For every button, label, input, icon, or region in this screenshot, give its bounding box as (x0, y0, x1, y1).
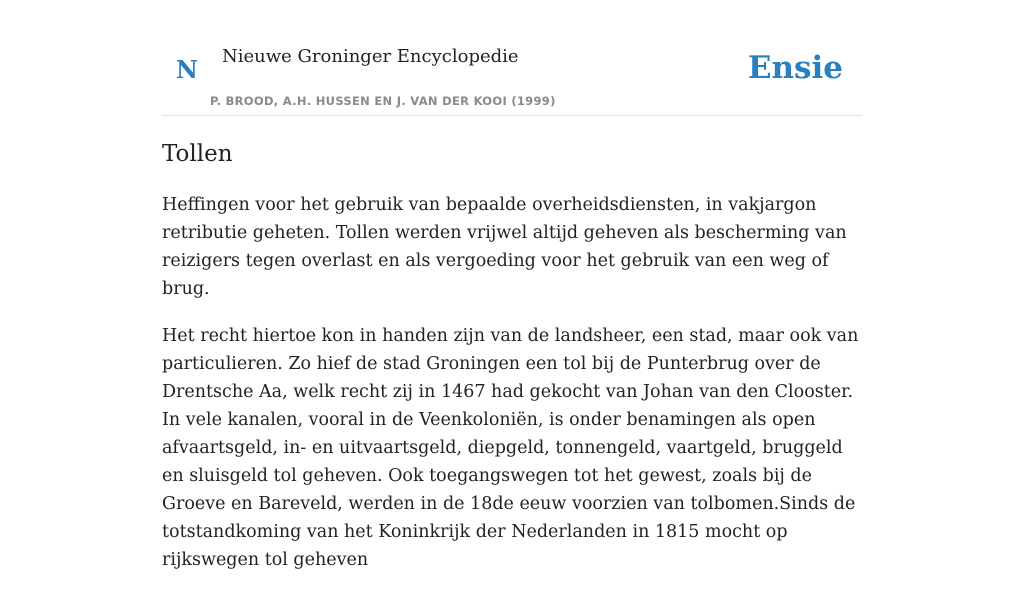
encyclopedia-header (162, 0, 862, 116)
entry-paragraph: Heffingen voor het gebruik van bepaalde overheidsdiensten, in vakjargon retributie geheten. Tollen werden vrijwel altijd geheven als bescherming van reizigers tegen overlast en als vergoeding voor het gebruik van een weg of brug. (162, 195, 847, 299)
entry-title: Tollen (162, 141, 233, 167)
page (162, 0, 862, 593)
entry-paragraph: Het recht hiertoe kon in handen zijn van de landsheer, een stad, maar ook van particulieren. Zo hief de stad Groningen een tol bij de Punterbrug over de Drentsche Aa, welk recht zij in 1467 had gekocht van Johan van den Clooster. In vele kanalen, vooral in de Veenkoloniën, is onder benamingen als open afvaartsgeld, in- en uitvaartsgeld, diepgeld, tonnengeld, vaartgeld, bruggeld en sluisgeld tol geheven. Ook toegangswegen tot het gewest, zoals bij de Groeve en Bareveld, werden in de 18de eeuw voorzien van tolbomen.Sinds de totstandkoming van het Koninkrijk der Nederlanden in 1815 mocht op rijkswegen tol geheven (162, 326, 859, 570)
encyclopedia-title: Nieuwe Groninger Encyclopedie (222, 46, 519, 67)
entry-body (162, 191, 862, 574)
encyclopedia-logo-link[interactable]: N (176, 55, 198, 84)
encyclopedia-authors: P. BROOD, A.H. HUSSEN EN J. VAN DER KOOI (1999) (210, 94, 556, 108)
ensie-brand-link[interactable]: Ensie (747, 50, 843, 86)
